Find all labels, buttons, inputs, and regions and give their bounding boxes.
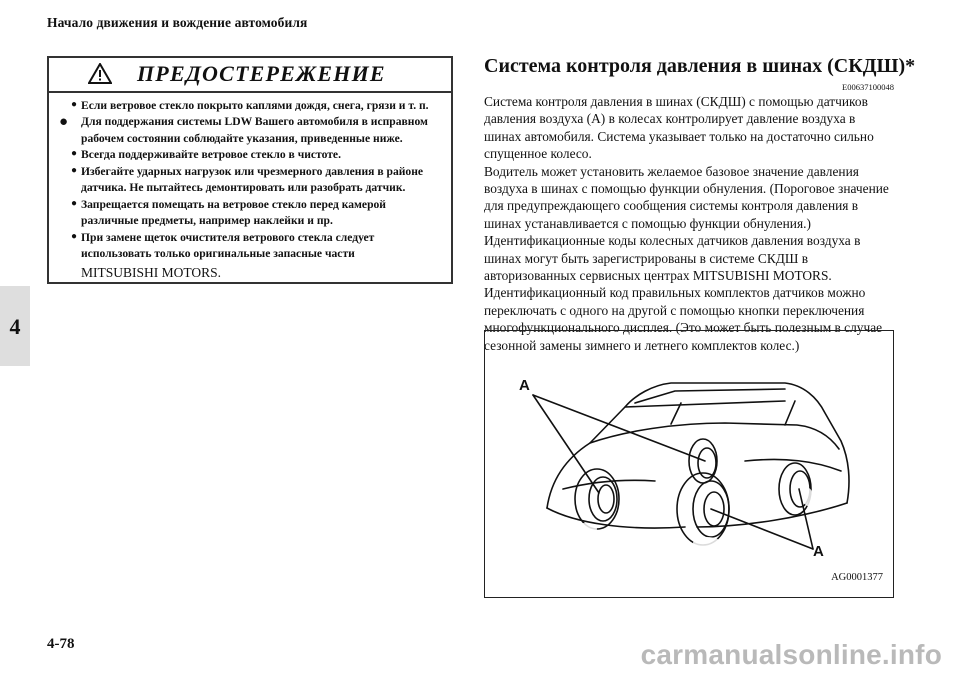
warning-item: ● Для поддержания системы LDW Вашего автомобиля в исправном рабочем состоянии соблюдайте указания, приведенные ниже.	[59, 114, 428, 145]
bullet-icon: ●	[71, 230, 78, 242]
page-header: Начало движения и вождение автомобиля	[47, 15, 308, 30]
section-body	[484, 93, 894, 354]
figure-label-a-top: A	[519, 377, 530, 394]
warning-item: ● Всегда поддерживайте ветровое стекло в чистоте.	[71, 148, 341, 162]
watermark: carmanualsonline.info	[640, 639, 942, 670]
bullet-icon: ●	[71, 197, 78, 209]
warning-item: ● Запрещается помещать на ветровое стекло перед камерой различные предметы, например наклейки и пр.	[71, 197, 386, 228]
warning-title: ПРЕДОСТЕРЕЖЕНИЕ	[137, 61, 386, 86]
paragraph: Идентификационный код правильных комплектов датчиков можно переключать с одного на другой с помощью кнопки переключения многофункционального дисплея. (Это может быть полезным в случае сезонной замены зимнего и летнего комплектов колес.)	[484, 285, 883, 353]
page-number: 4-78	[47, 636, 75, 652]
warning-item: ● Если ветровое стекло покрыто каплями дождя, снега, грязи и т. п.	[71, 99, 429, 112]
bullet-icon: ●	[71, 164, 78, 176]
paragraph: Система контроля давления в шинах (СКДШ) с помощью датчиков давления воздуха (A) в колесах контролирует давление воздуха в шинах автомобиля. Система указывает только на достаточно сильно спущенное колесо.	[484, 94, 874, 162]
car-tire-sensor-illustration	[485, 331, 892, 596]
section-title: Система контроля давления в шинах (СКДШ)*	[484, 55, 916, 77]
chapter-tab	[0, 286, 30, 366]
warning-item: ● При замене щеток очистителя ветрового стекла следует использовать только оригинальные запасные части MITSUBISHI MOTORS.	[71, 230, 375, 280]
tpms-figure	[484, 330, 894, 598]
warning-box	[47, 56, 453, 284]
bullet-icon: ●	[71, 99, 78, 110]
warning-body	[49, 93, 451, 282]
warning-header	[49, 58, 451, 93]
figure-label-a-bottom: A	[813, 543, 824, 560]
warning-triangle-icon	[88, 63, 112, 84]
paragraph: Водитель может установить желаемое базовое значение давления воздуха в шинах с помощью функции обнуления. (Пороговое значение для предупреждающего сообщения системы контроля давления в шинах устанавливается с помощью функции обнуления.)	[484, 163, 889, 231]
paragraph: Идентификационные коды колесных датчиков давления воздуха в шинах могут быть зарегистрированы в системе СКДШ в авторизованных сервисных центрах MITSUBISHI MOTORS.	[484, 233, 861, 284]
figure-code: AG0001377	[831, 572, 883, 583]
bullet-icon: ●	[59, 114, 69, 131]
section-code: E00637100048	[842, 82, 894, 92]
bullet-icon: ●	[71, 148, 78, 160]
warning-item: ● Избегайте ударных нагрузок или чрезмерного давления в районе датчика. Не пытайтесь демонтировать или разобрать датчик.	[71, 164, 424, 195]
chapter-number: 4	[9, 314, 21, 339]
